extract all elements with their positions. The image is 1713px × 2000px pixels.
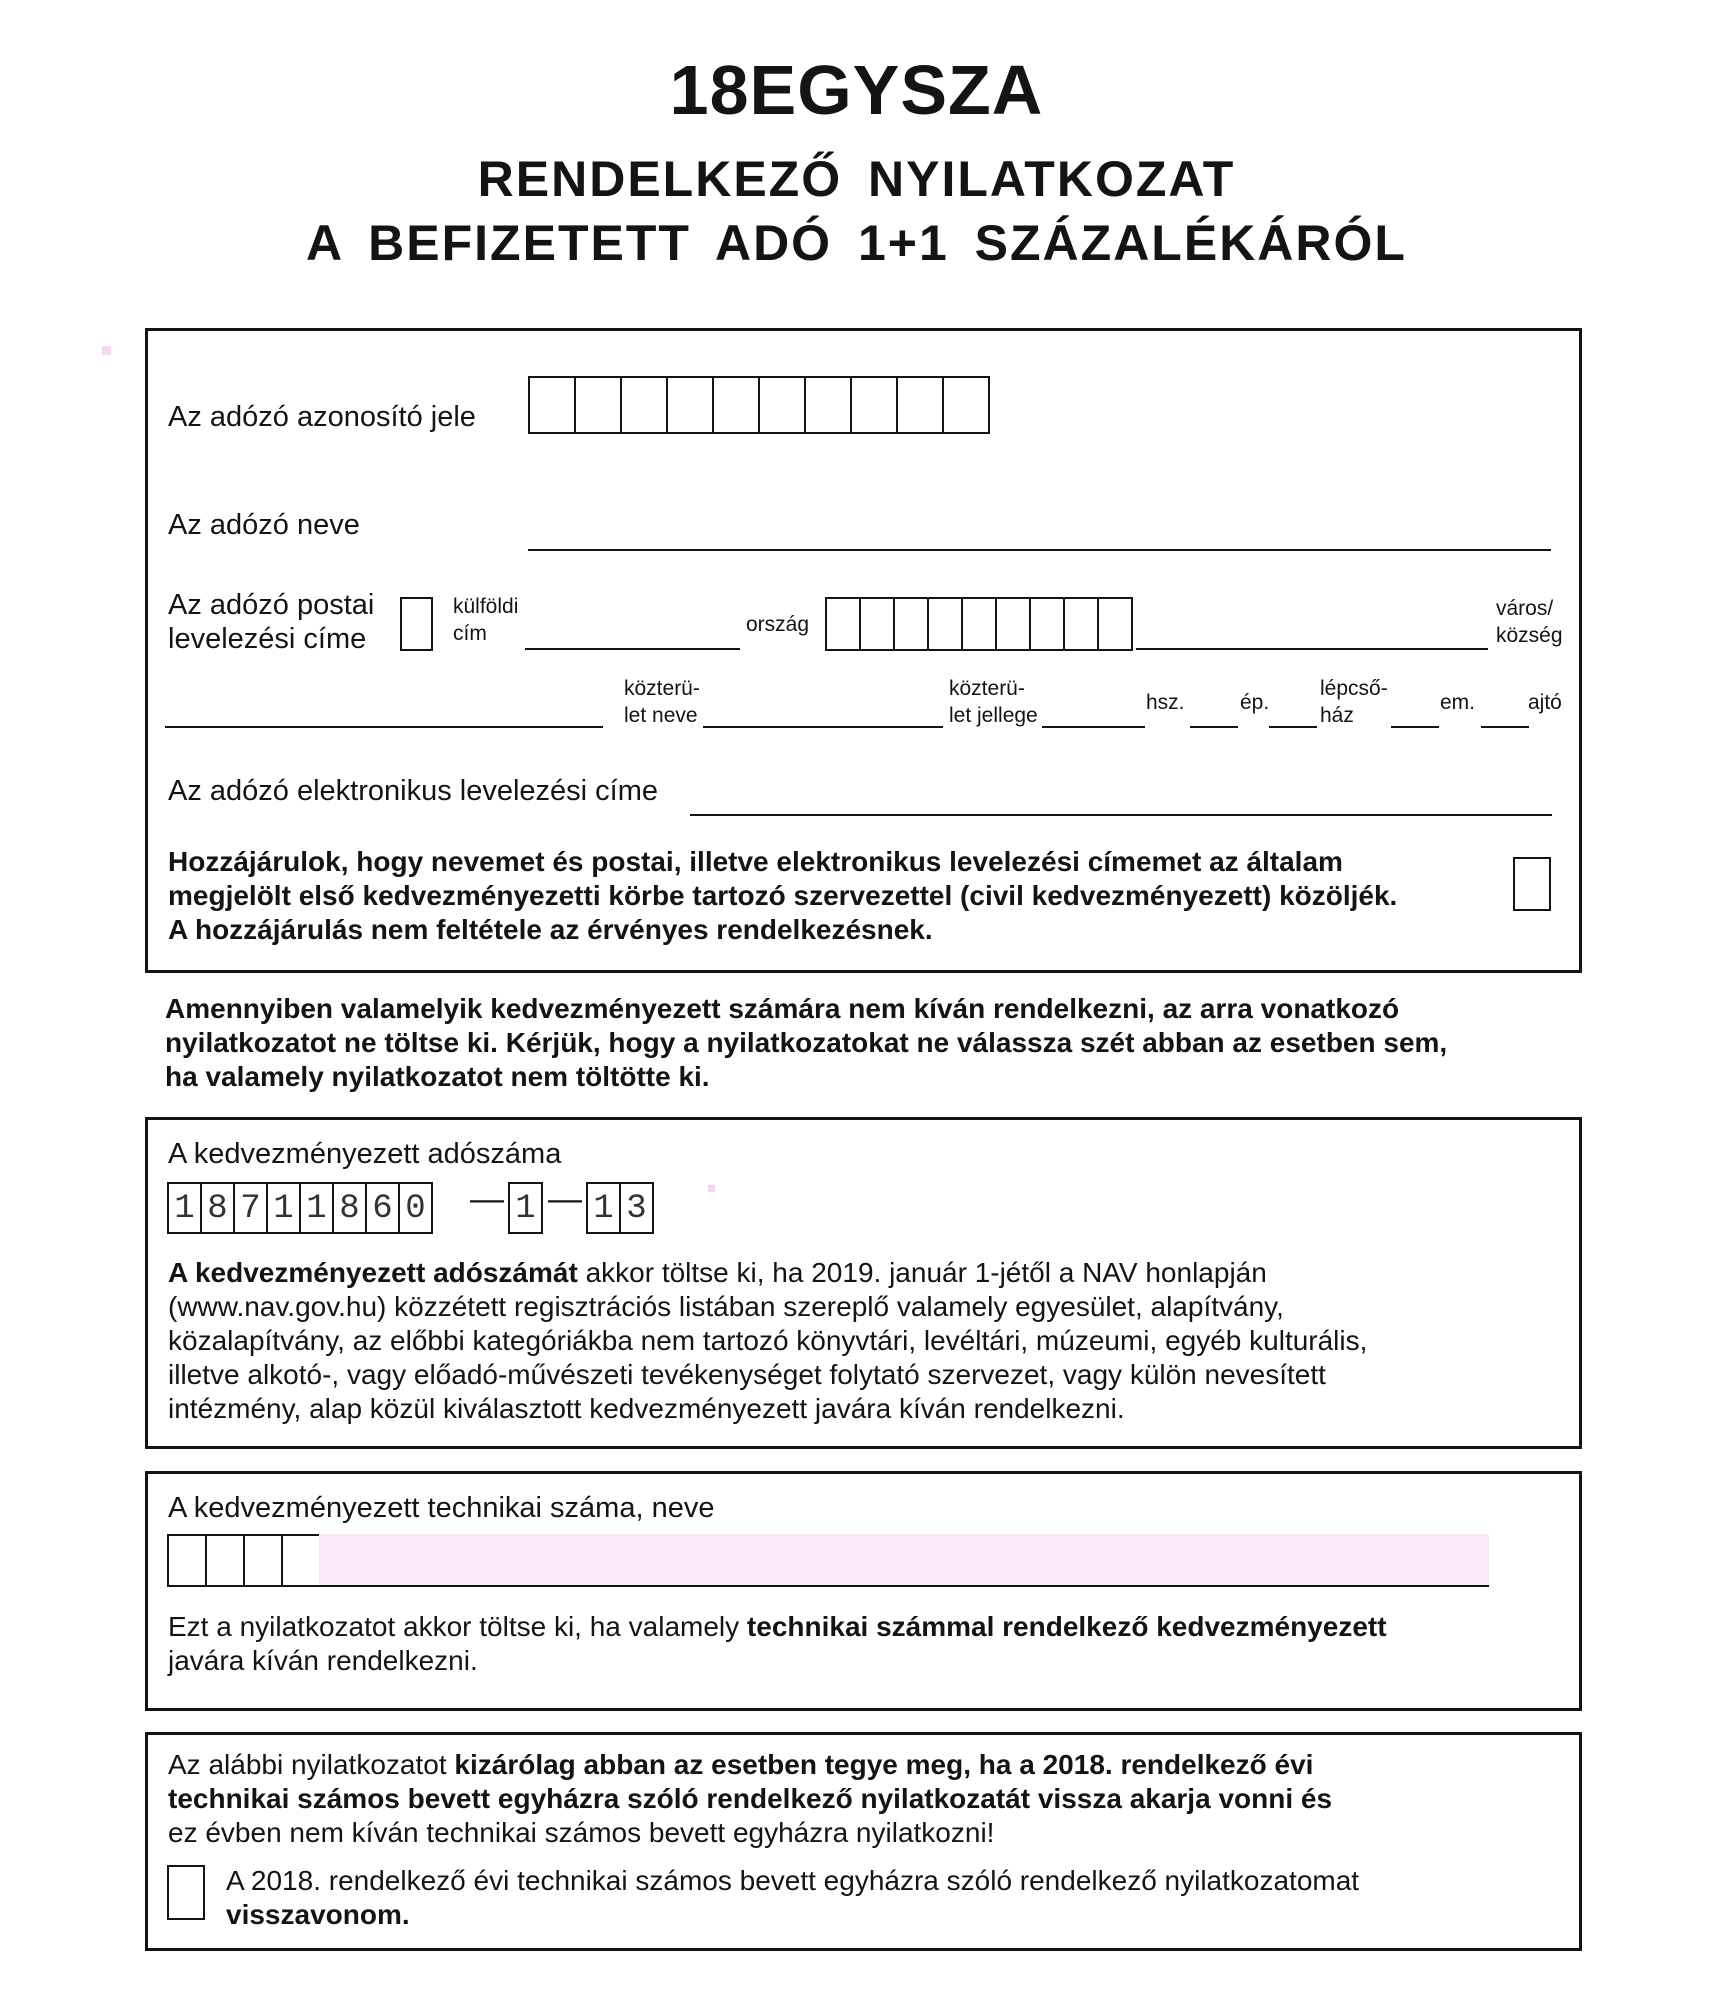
withdrawal-line1-bold: kizárólag abban az esetben tegye meg, ha a 2018. rendelkező évi <box>454 1749 1314 1780</box>
door-label: ajtó <box>1528 691 1562 714</box>
technical-number-label: A kedvezményezett technikai száma, neve <box>168 1492 715 1524</box>
stairs-label-line1: lépcső- <box>1320 677 1388 700</box>
withdrawal-line3: ez évben nem kíván technikai számos bevett egyházra nyilatkozni! <box>168 1817 995 1848</box>
withdrawal-checkbox[interactable] <box>167 1865 205 1920</box>
withdrawal-section <box>145 1732 1582 1951</box>
building-field[interactable] <box>1190 726 1238 728</box>
consent-line1: Hozzájárulok, hogy nevemet és postai, illetve elektronikus levelezési címemet az általam <box>168 846 1343 877</box>
consent-line3: A hozzájárulás nem feltétele az érvényes rendelkezésnek. <box>168 914 933 945</box>
taxpayer-id-label: Az adózó azonosító jele <box>168 401 476 433</box>
technical-digit-box[interactable] <box>281 1534 321 1587</box>
taxpayer-id-boxes[interactable] <box>528 376 988 434</box>
tax-digit-box[interactable]: 1 <box>508 1182 543 1234</box>
decorative-dot <box>102 346 111 355</box>
email-label: Az adózó elektronikus levelezési címe <box>168 775 659 807</box>
form-title-line1: RENDELKEZŐ NYILATKOZAT <box>477 151 1236 207</box>
tax-number-dash: — <box>470 1180 504 1218</box>
city-field[interactable] <box>1136 648 1488 650</box>
postal-digit-box[interactable] <box>859 597 895 651</box>
notice-line1: Amennyiben valamelyik kedvezményezett számára nem kíván rendelkezni, az arra vonatkozó <box>165 993 1400 1024</box>
postal-digit-box[interactable] <box>961 597 997 651</box>
email-field[interactable] <box>690 814 1552 816</box>
foreign-label-line1: külföldi <box>453 595 519 618</box>
postal-digit-box[interactable] <box>1097 597 1133 651</box>
street-type-label-line1: közterü- <box>949 677 1025 700</box>
street-name-label-line2: let neve <box>624 704 698 727</box>
id-digit-box[interactable] <box>666 376 714 434</box>
tax-digit-box[interactable]: 7 <box>233 1182 268 1234</box>
street-type-label-line2: let jellege <box>949 704 1038 727</box>
floor-field[interactable] <box>1391 726 1439 728</box>
taxpayer-name-field[interactable] <box>528 549 1551 551</box>
stairs-label-line2: ház <box>1320 704 1354 727</box>
consent-line2: megjelölt első kedvezményezetti körbe tartozó szervezettel (civil kedvezményezett) közöljék. <box>168 880 1398 911</box>
country-field[interactable] <box>525 648 740 650</box>
beneficiary-tax-desc-line1 <box>168 1256 1267 1290</box>
technical-number-section <box>145 1471 1582 1711</box>
postal-digit-box[interactable] <box>893 597 929 651</box>
street-name-field[interactable] <box>165 726 603 728</box>
technical-digit-box[interactable] <box>205 1534 245 1587</box>
floor-label: em. <box>1440 691 1476 714</box>
technical-name-field[interactable] <box>319 1534 1489 1587</box>
beneficiary-tax-desc-line2: (www.nav.gov.hu) közzétett regisztrációs listában szereplő valamely egyesület, alapítvány, <box>168 1291 1284 1322</box>
withdrawal-check-line1: A 2018. rendelkező évi technikai számos bevett egyházra szóló rendelkező nyilatkozatomat <box>226 1865 1360 1896</box>
technical-digit-box[interactable] <box>167 1534 207 1587</box>
decorative-dot <box>708 1185 715 1192</box>
beneficiary-tax-label: A kedvezményezett adószáma <box>168 1138 562 1170</box>
street-name-label-line1: közterü- <box>624 677 700 700</box>
notice-line2: nyilatkozatot ne töltse ki. Kérjük, hogy a nyilatkozatokat ne válassza szét abban az esetben sem, <box>165 1027 1448 1058</box>
tax-digit-box[interactable]: 6 <box>365 1182 400 1234</box>
withdrawal-line1 <box>168 1748 1313 1782</box>
form-code: 18EGYSZA <box>669 51 1044 129</box>
house-number-field[interactable] <box>1042 726 1145 728</box>
stairs-field[interactable] <box>1269 726 1317 728</box>
technical-desc-line1 <box>168 1610 1387 1644</box>
foreign-address-checkbox[interactable] <box>400 597 433 651</box>
technical-desc-line2: javára kíván rendelkezni. <box>168 1645 478 1676</box>
country-label: ország <box>746 613 810 636</box>
tax-number-county-boxes[interactable] <box>586 1182 652 1234</box>
technical-digit-box[interactable] <box>243 1534 283 1587</box>
postal-digit-box[interactable] <box>825 597 861 651</box>
taxpayer-section <box>145 328 1582 973</box>
tax-digit-box[interactable]: 1 <box>266 1182 301 1234</box>
tax-digit-box[interactable]: 3 <box>619 1182 654 1234</box>
postal-digit-box[interactable] <box>927 597 963 651</box>
postal-code-boxes[interactable] <box>825 597 1131 651</box>
technical-desc-bold: technikai számmal rendelkező kedvezményezett <box>746 1611 1387 1642</box>
desc-bold-part: A kedvezményezett adószámát <box>168 1257 578 1288</box>
id-digit-box[interactable] <box>850 376 898 434</box>
postal-digit-box[interactable] <box>1063 597 1099 651</box>
withdrawal-check-line2: visszavonom. <box>226 1899 410 1930</box>
city-label-line1: város/ <box>1496 597 1554 620</box>
id-digit-box[interactable] <box>574 376 622 434</box>
taxpayer-name-label: Az adózó neve <box>168 509 360 541</box>
withdrawal-line1-pre: Az alábbi nyilatkozatot <box>168 1749 455 1780</box>
tax-digit-box[interactable]: 1 <box>167 1182 202 1234</box>
postal-digit-box[interactable] <box>1029 597 1065 651</box>
beneficiary-tax-desc-line4: illetve alkotó-, vagy előadó-művészeti tevékenységet folytató szervezet, vagy külön nevesített <box>168 1359 1326 1390</box>
street-type-field[interactable] <box>703 726 943 728</box>
foreign-label-line2: cím <box>453 622 487 645</box>
id-digit-box[interactable] <box>804 376 852 434</box>
consent-checkbox[interactable] <box>1513 857 1551 911</box>
tax-digit-box[interactable]: 0 <box>398 1182 433 1234</box>
id-digit-box[interactable] <box>758 376 806 434</box>
beneficiary-tax-section <box>145 1117 1582 1449</box>
beneficiary-tax-desc-line5: intézmény, alap közül kiválasztott kedvezményezett javára kíván rendelkezni. <box>168 1393 1125 1424</box>
postal-digit-box[interactable] <box>995 597 1031 651</box>
withdrawal-line2: technikai számos bevett egyházra szóló rendelkező nyilatkozatát vissza akarja vonni és <box>168 1783 1333 1814</box>
door-field[interactable] <box>1481 726 1529 728</box>
id-digit-box[interactable] <box>896 376 944 434</box>
technical-desc-pre: Ezt a nyilatkozatot akkor töltse ki, ha valamely <box>168 1611 747 1642</box>
tax-number-main-boxes[interactable] <box>167 1182 431 1234</box>
tax-digit-box[interactable]: 1 <box>299 1182 334 1234</box>
tax-digit-box[interactable]: 8 <box>200 1182 235 1234</box>
notice-line3: ha valamely nyilatkozatot nem töltötte ki. <box>165 1061 710 1092</box>
house-number-label: hsz. <box>1146 691 1185 714</box>
city-label-line2: község <box>1496 624 1563 647</box>
id-digit-box[interactable] <box>942 376 990 434</box>
id-digit-box[interactable] <box>712 376 760 434</box>
tax-number-vat-box[interactable] <box>508 1182 541 1234</box>
tax-number-dash: — <box>548 1180 582 1218</box>
tax-digit-box[interactable]: 8 <box>332 1182 367 1234</box>
desc-rest: akkor töltse ki, ha 2019. január 1-jétől a NAV honlapján <box>577 1257 1267 1288</box>
technical-number-boxes[interactable] <box>167 1534 319 1587</box>
id-digit-box[interactable] <box>620 376 668 434</box>
address-label-line2: levelezési címe <box>168 623 367 655</box>
tax-digit-box[interactable]: 1 <box>586 1182 621 1234</box>
id-digit-box[interactable] <box>528 376 576 434</box>
building-label: ép. <box>1240 691 1270 714</box>
beneficiary-tax-desc-line3: közalapítvány, az előbbi kategóriákba nem tartozó könyvtári, levéltári, múzeumi, egyéb kulturális, <box>168 1325 1368 1356</box>
address-label-line1: Az adózó postai <box>168 589 375 621</box>
form-title-line2: A BEFIZETETT ADÓ 1+1 SZÁZALÉKÁRÓL <box>306 215 1407 271</box>
